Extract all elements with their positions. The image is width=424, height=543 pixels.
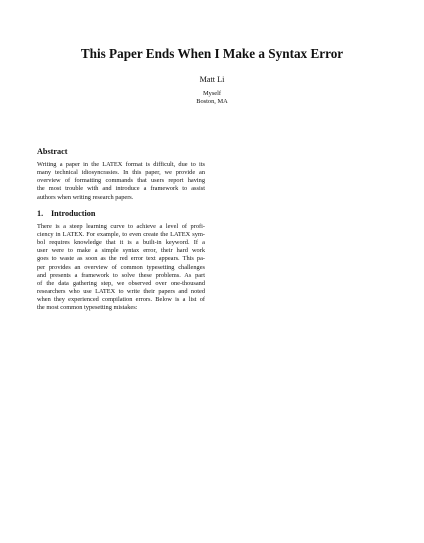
author-name: Matt Li [199, 75, 225, 84]
introduction-heading [37, 209, 205, 219]
intro-line: goes to waste as soon as the red error text appears. This pa- [37, 255, 205, 263]
paper-title: This Paper Ends When I Make a Syntax Error [80, 46, 344, 61]
intro-line: user were to make a simple syntax error, their hard work [37, 247, 205, 255]
introduction-body [37, 223, 205, 313]
affiliation-line: Myself [202, 90, 222, 97]
abstract-line: Writing a paper in the LATEX format is difficult, due to its [37, 161, 205, 168]
intro-line: ciency in LATEX. For example, to even create the LATEX sym- [37, 230, 205, 238]
intro-line: per provides an overview of common typesetting challenges [37, 263, 205, 271]
affiliation-line: Boston, MA [196, 98, 228, 106]
abstract-line: overview of formatting commands that users report having [37, 177, 205, 185]
intro-line: the most common typesetting mistakes: [37, 304, 138, 312]
intro-line: when they experienced compilation errors. Below is a list of [37, 296, 205, 304]
intro-line: bol requires knowledge that it is a built-in keyword. If a [37, 239, 205, 247]
intro-line: and presents a framework to solve these problems. As part [37, 271, 205, 279]
intro-line: of the data gathering step, we observed over one-thousand [37, 279, 205, 287]
abstract-line: many technical idiosyncrasies. In this paper, we provide an [37, 169, 205, 177]
abstract-line: authors when writing research papers. [37, 193, 134, 201]
abstract-body [37, 161, 205, 202]
section-title: Introduction [51, 208, 96, 218]
intro-line: researchers who use LATEX to write their papers and noted [37, 288, 205, 296]
author-affiliation [0, 90, 424, 107]
abstract-line: the most trouble with and introduce a framework to assist [37, 185, 205, 193]
section-number: 1. [37, 208, 44, 218]
intro-line: There is a steep learning curve to achieve a level of profi- [37, 222, 205, 230]
left-column [37, 147, 205, 313]
abstract-heading: Abstract [37, 147, 68, 156]
